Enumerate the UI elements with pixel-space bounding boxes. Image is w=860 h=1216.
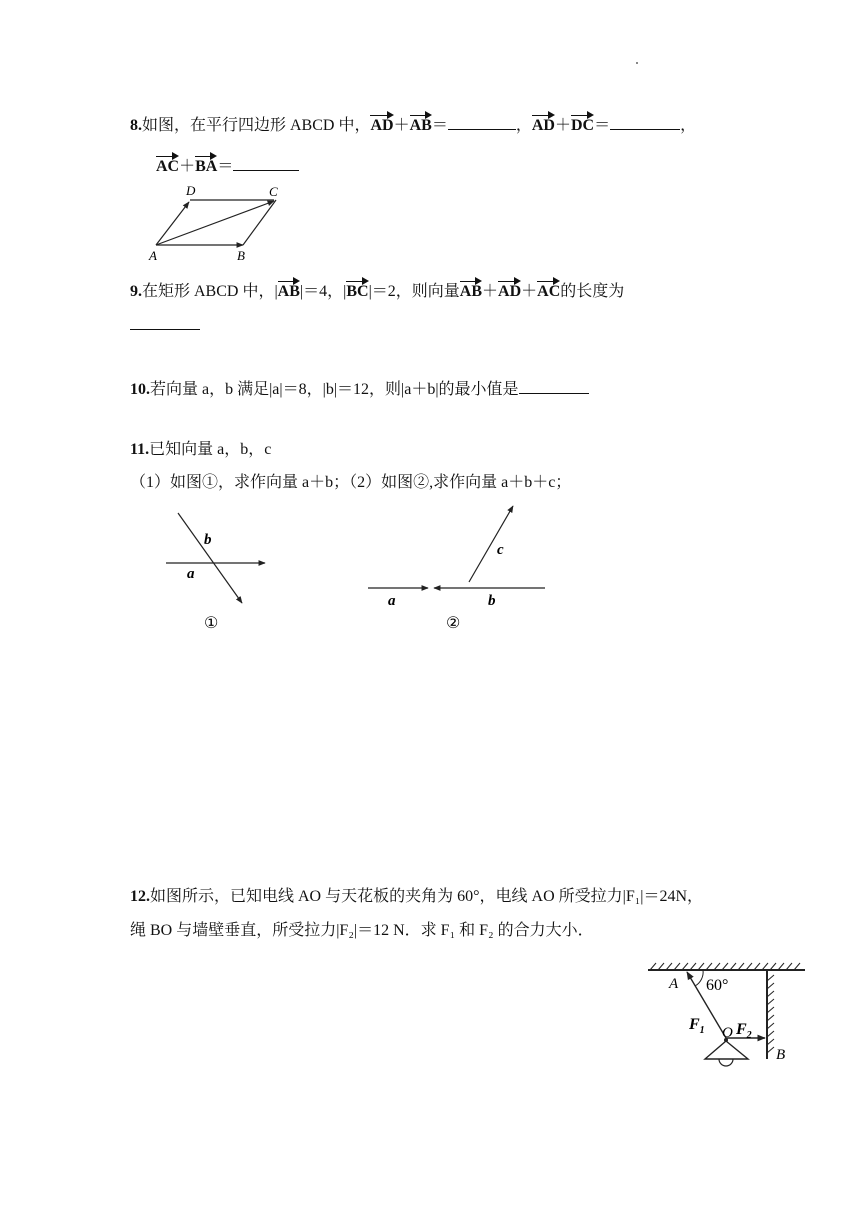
q9-number: 9. xyxy=(130,283,142,300)
vector-ad: AD xyxy=(531,117,555,134)
label-b: b xyxy=(204,532,212,548)
label-a: a xyxy=(388,593,396,609)
q9-text: 在矩形 ABCD 中，| xyxy=(142,283,278,300)
q8-text: 如图，在平行四边形 ABCD 中， xyxy=(142,117,371,134)
q10-number: 10. xyxy=(130,381,150,398)
q9-line1 xyxy=(130,282,624,302)
q12-text: 如图所示，已知电线 AO 与天花板的夹角为 60°，电线 AO 所受拉力|F₁|＝24N， xyxy=(150,888,704,905)
comma: ， xyxy=(515,117,532,134)
plus-sign: ＋ xyxy=(393,117,410,134)
ceiling-hatch xyxy=(650,963,800,970)
q8-line1 xyxy=(130,115,696,136)
q11-number: 11. xyxy=(130,441,150,458)
q12-text: 绳 BO 与墙壁垂直，所受拉力|F₂|＝12 N．求 F₁ 和 F₂ 的合力大小． xyxy=(130,922,594,939)
force-diagram xyxy=(640,955,812,1077)
vector-ab: AB xyxy=(409,117,432,134)
equals-sign: ＝ xyxy=(431,117,448,134)
vector-ac: AC xyxy=(156,158,180,175)
q11-text: 已知向量 a，b，c xyxy=(149,441,272,458)
label-o: O xyxy=(722,1025,733,1041)
q10-line xyxy=(130,379,589,400)
vector-ad: AD xyxy=(498,283,522,300)
answer-blank[interactable] xyxy=(610,115,680,130)
vector-figure-2 xyxy=(364,500,554,635)
label-b: b xyxy=(488,593,496,609)
q9-text: |＝4，| xyxy=(299,283,347,300)
q8-line2 xyxy=(156,156,299,177)
equals-sign: ＝ xyxy=(594,117,611,134)
figure-label-1: ① xyxy=(204,615,219,632)
q12-line1 xyxy=(130,887,703,907)
vector-b-arrow xyxy=(178,513,242,603)
vector-ad: AD xyxy=(370,117,394,134)
label-a: A xyxy=(149,248,157,263)
vector-figure-1 xyxy=(160,508,280,633)
label-c: C xyxy=(269,184,278,199)
answer-blank[interactable] xyxy=(130,329,200,330)
label-a: a xyxy=(187,566,195,582)
label-b: B xyxy=(237,248,245,263)
wall-hatch xyxy=(767,975,774,1053)
q8-number: 8. xyxy=(130,117,142,134)
label-b: B xyxy=(776,1047,786,1063)
vector-dc: DC xyxy=(570,117,595,134)
q11-line1 xyxy=(130,440,271,460)
q10-text: 若向量 a，b 满足|a|＝8，|b|＝12，则|a＋b|的最小值是 xyxy=(150,381,519,398)
parallelogram-figure xyxy=(140,182,290,266)
plus-sign: ＋ xyxy=(179,158,196,175)
label-f1: $F_1$ xyxy=(689,1016,705,1036)
vector-ac: AC xyxy=(537,283,561,300)
lamp-icon xyxy=(705,1041,748,1059)
page-dot xyxy=(636,62,638,64)
answer-blank[interactable] xyxy=(233,156,299,171)
lamp-bulb xyxy=(719,1059,733,1066)
label-c: c xyxy=(497,542,504,558)
figure-label-2: ② xyxy=(446,615,461,632)
vector-ba: BA xyxy=(195,158,218,175)
label-f2: $F_2$ xyxy=(736,1021,752,1041)
q12-line2 xyxy=(130,921,594,941)
diagonal-ac xyxy=(156,201,274,245)
comma: ， xyxy=(680,117,697,134)
label-a: A xyxy=(669,976,679,992)
q9-text: 的长度为 xyxy=(560,283,625,300)
label-d: D xyxy=(186,183,196,198)
answer-blank[interactable] xyxy=(448,115,516,130)
vector-ab: AB xyxy=(459,283,483,300)
angle-arc xyxy=(695,970,703,986)
plus-sign: ＋ xyxy=(482,283,499,300)
q9-text: |＝2，则向量 xyxy=(368,283,460,300)
label-angle: 60° xyxy=(706,977,729,994)
vector-ab: AB xyxy=(277,283,300,300)
plus-sign: ＋ xyxy=(521,283,538,300)
vector-c-arrow xyxy=(469,506,513,582)
plus-sign: ＋ xyxy=(554,117,571,134)
answer-blank[interactable] xyxy=(519,379,589,394)
q11-line2 xyxy=(130,473,571,493)
equals-sign: ＝ xyxy=(217,158,234,175)
q11-subtext: （1）如图①，求作向量 a＋b；（2）如图②,求作向量 a＋b＋c； xyxy=(130,474,572,491)
vector-bc: BC xyxy=(346,283,369,300)
q12-number: 12. xyxy=(130,888,150,905)
